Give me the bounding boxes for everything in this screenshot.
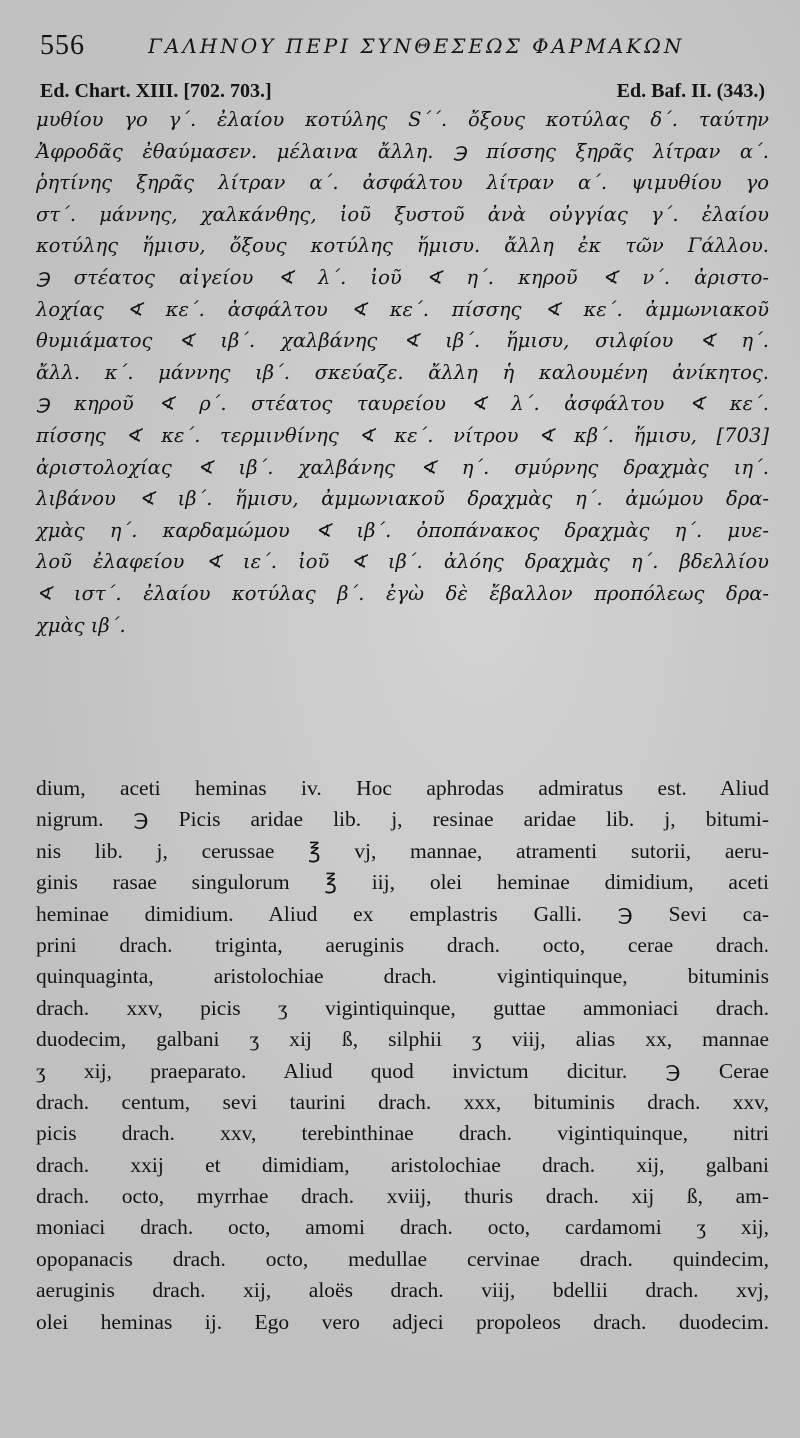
latin-line: ʒ xij, praeparato. Aliud quod invictum dicitur. ℈ Cerae	[36, 1058, 769, 1083]
latin-line: quinquaginta, aristolochiae drach. vigintiquinque, bituminis	[36, 964, 769, 989]
greek-line: ἄλλ. κ΄. μάννης ιβ΄. σκεύαζε. ἄλλη ἡ καλουμένη ἀνίκητος.	[36, 360, 769, 384]
running-title: ΓΑΛΗΝΟΥ ΠΕΡΙ ΣΥΝΘΕΣΕΩΣ ΦΑΡΜΑΚΩΝ	[148, 34, 685, 58]
greek-line: ἀριστολοχίας ∢ ιβ΄. χαλβάνης ∢ η΄. σμύρνης δραχμὰς ιη΄.	[36, 455, 769, 479]
latin-line: nigrum. ℈ Picis aridae lib. j, resinae aridae lib. j, bitumi-	[36, 807, 769, 832]
edition-reference-line	[40, 80, 765, 104]
latin-line: drach. centum, sevi taurini drach. xxx, bituminis drach. xxv,	[36, 1089, 769, 1114]
edition-chartier-reference: Ed. Chart. XIII. [702. 703.]	[40, 80, 272, 102]
greek-line: πίσσης ∢ κε΄. τερμινθίνης ∢ κε΄. νίτρου ∢ κβ΄. ἥμισυ, [703]	[36, 423, 769, 447]
greek-line: μυθίου γο γ΄. ἐλαίου κοτύλης S΄΄. ὄξους κοτύλας δ΄. ταύτην	[36, 108, 769, 131]
edition-basel-reference: Ed. Baf. II. (343.)	[616, 80, 765, 102]
greek-line: λοχίας ∢ κε΄. ἀσφάλτου ∢ κε΄. πίσσης ∢ κε΄. ἀμμωνιακοῦ	[36, 297, 769, 321]
greek-line: ∢ ιστ΄. ἐλαίου κοτύλας β΄. ἐγὼ δὲ ἔβαλλον προπόλεως δρα-	[36, 581, 769, 605]
latin-line: nis lib. j, cerussae ℥ vj, mannae, atramenti sutorii, aeru-	[36, 838, 769, 863]
latin-line: heminae dimidium. Aliud ex emplastris Galli. ℈ Sevi ca-	[36, 901, 769, 926]
greek-line: κοτύλης ἥμισυ, ὄξους κοτύλης ἥμισυ. ἄλλη ἐκ τῶν Γάλλου.	[36, 234, 769, 258]
page-header	[40, 30, 765, 66]
greek-line: λοῦ ἐλαφείου ∢ ιε΄. ἰοῦ ∢ ιβ΄. ἀλόης δραχμὰς η΄. βδελλίου	[36, 550, 769, 574]
latin-line: ginis rasae singulorum ℥ iij, olei heminae dimidium, aceti	[36, 870, 769, 895]
greek-line: θυμιάματος ∢ ιβ΄. χαλβάνης ∢ ιβ΄. ἥμισυ, σιλφίου ∢ η΄.	[36, 329, 769, 353]
latin-text-block	[36, 773, 769, 1338]
latin-line: drach. xxv, picis ʒ vigintiquinque, guttae ammoniaci drach.	[36, 995, 769, 1020]
latin-line: prini drach. triginta, aeruginis drach. octo, cerae drach.	[36, 932, 769, 957]
latin-line: moniaci drach. octo, amomi drach. octo, cardamomi ʒ xij,	[36, 1215, 769, 1240]
greek-line: ℈ κηροῦ ∢ ρ΄. στέατος ταυρείου ∢ λ΄. ἀσφάλτου ∢ κε΄.	[36, 392, 769, 416]
latin-line: dium, aceti heminas iv. Hoc aphrodas admiratus est. Aliud	[36, 776, 769, 800]
greek-line: ℈ στέατος αἰγείου ∢ λ΄. ἰοῦ ∢ η΄. κηροῦ ∢ ν΄. ἀριστο-	[36, 265, 769, 289]
greek-text-block	[36, 104, 769, 641]
page-number: 556	[40, 30, 85, 61]
latin-line: aeruginis drach. xij, aloës drach. viij, bdellii drach. xvj,	[36, 1278, 769, 1303]
latin-line: drach. xxij et dimidiam, aristolochiae drach. xij, galbani	[36, 1152, 769, 1177]
greek-line: λιβάνου ∢ ιβ΄. ἥμισυ, ἀμμωνιακοῦ δραχμὰς η΄. ἀμώμου δρα-	[36, 487, 769, 511]
greek-line: ῥητίνης ξηρᾶς λίτραν α΄. ἀσφάλτου λίτραν α΄. ψιμυθίου γο	[36, 171, 769, 195]
latin-line: picis drach. xxv, terebinthinae drach. vigintiquinque, nitri	[36, 1121, 769, 1146]
latin-line: duodecim, galbani ʒ xij ß, silphii ʒ viij, alias xx, mannae	[36, 1027, 769, 1052]
latin-line: olei heminas ij. Ego vero adjeci propoleos drach. duodecim.	[36, 1309, 769, 1334]
greek-line: Ἀφροδᾶς ἐθαύμασεν. μέλαινα ἄλλη. ℈ πίσσης ξηρᾶς λίτραν α΄.	[36, 139, 769, 163]
latin-line: drach. octo, myrrhae drach. xviij, thuris drach. xij ß, am-	[36, 1184, 769, 1209]
latin-line: opopanacis drach. octo, medullae cervinae drach. quindecim,	[36, 1246, 769, 1271]
greek-line: χμὰς η΄. καρδαμώμου ∢ ιβ΄. ὀποπάνακος δραχμὰς η΄. μυε-	[36, 518, 769, 542]
greek-line: χμὰς ιβ΄.	[36, 613, 126, 637]
greek-line: στ΄. μάννης, χαλκάνθης, ἰοῦ ξυστοῦ ἀνὰ οὐγγίας γ΄. ἐλαίου	[36, 202, 769, 226]
